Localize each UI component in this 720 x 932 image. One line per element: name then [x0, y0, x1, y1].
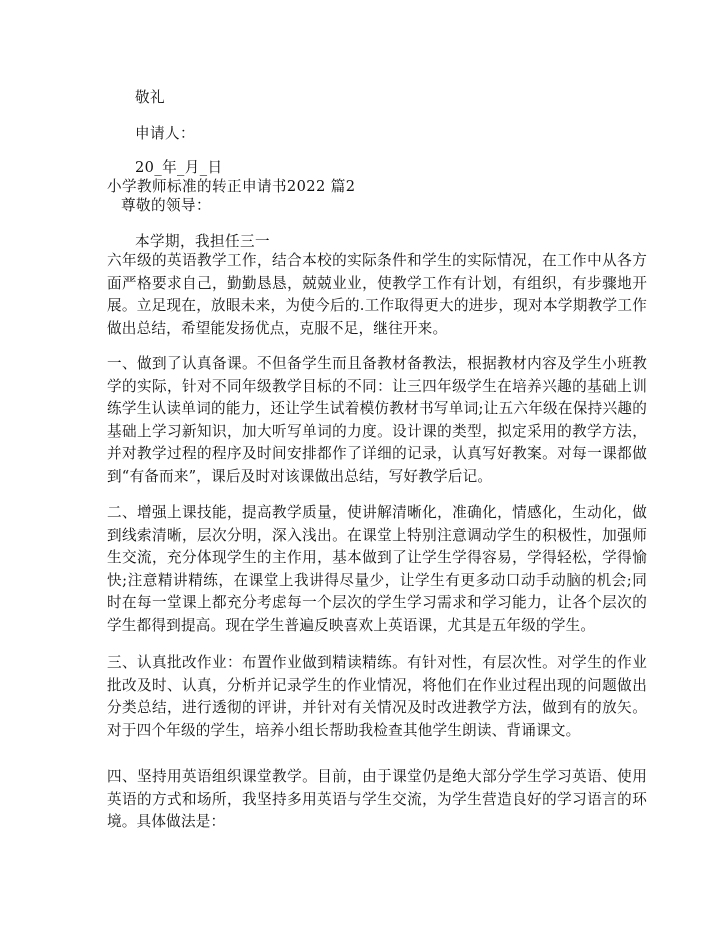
applicant-label: 申请人：: [135, 125, 195, 142]
section-2-paragraph: 二、增强上课技能，提高教学质量，使讲解清晰化，准确化，情感化，生动化，做到线索清晰，层次分明，深入浅出。在课堂上特别注意调动学生的积极性，加强师生交流，充分体现学生的主作用，基本做到了让学生学得容易，学得轻松，学得愉快;注意精讲精练，在课堂上我讲得尽量少，让学生有更多动口动手动脑的机会;同时在每一堂课上都充分考虑每一个层次的学生学习需求和学习能力，让各个层次的学生都得到提高。现在学生普遍反映喜欢上英语课，尤其是五年级的学生。: [107, 504, 647, 634]
salutation: 尊敬的领导：: [121, 197, 211, 214]
section-1-paragraph: 一、做到了认真备课。不但备学生而且备教材备教法，根据教材内容及学生小班教学的实际，针对不同年级教学目标的不同：让三四年级学生在培养兴趣的基础上训练学生认读单词的能力，还让学生试着模仿教材书写单词;让五六年级在保持兴趣的基础上学习新知识，加大听写单词的力度。设计课的类型，拟定采用的教学方法，并对教学过程的程序及时间安排都作了详细的记录，认真写好教案。对每一课都做到“有备而来”，课后及时对该课做出总结，写好教学后记。: [107, 355, 647, 485]
date-line: 20_年_月_日: [135, 159, 223, 176]
intro-paragraph: 六年级的英语教学工作，结合本校的实际条件和学生的实际情况，在工作中从各方面严格要求自己，勤勤恳恳，兢兢业业，使教学工作有计划，有组织，有步骤地开展。立足现在，放眼未来，为使今后的.工作取得更大的进步，现对本学期教学工作做出总结，希望能发扬优点，克服不足，继往开来。: [107, 252, 647, 337]
letter-closing: 敬礼: [135, 89, 165, 106]
section-3-paragraph: 三、认真批改作业：布置作业做到精读精练。有针对性，有层次性。对学生的作业批改及时、认真，分析并记录学生的作业情况，将他们在作业过程出现的问题做出分类总结，进行透彻的评讲，并针对有关情况及时改进教学方法，做到有的放矢。对于四个年级的学生，培养小组长帮助我检查其他学生朗读、背诵课文。: [107, 654, 647, 739]
intro-first-line: 本学期，我担任三一: [135, 233, 270, 250]
section-4-paragraph: 四、坚持用英语组织课堂教学。目前，由于课堂仍是绝大部分学生学习英语、使用英语的方式和场所，我坚持多用英语与学生交流，为学生营造良好的学习语言的环境。具体做法是：: [107, 768, 647, 831]
document-title: 小学教师标准的转正申请书2022 篇2: [107, 178, 356, 195]
